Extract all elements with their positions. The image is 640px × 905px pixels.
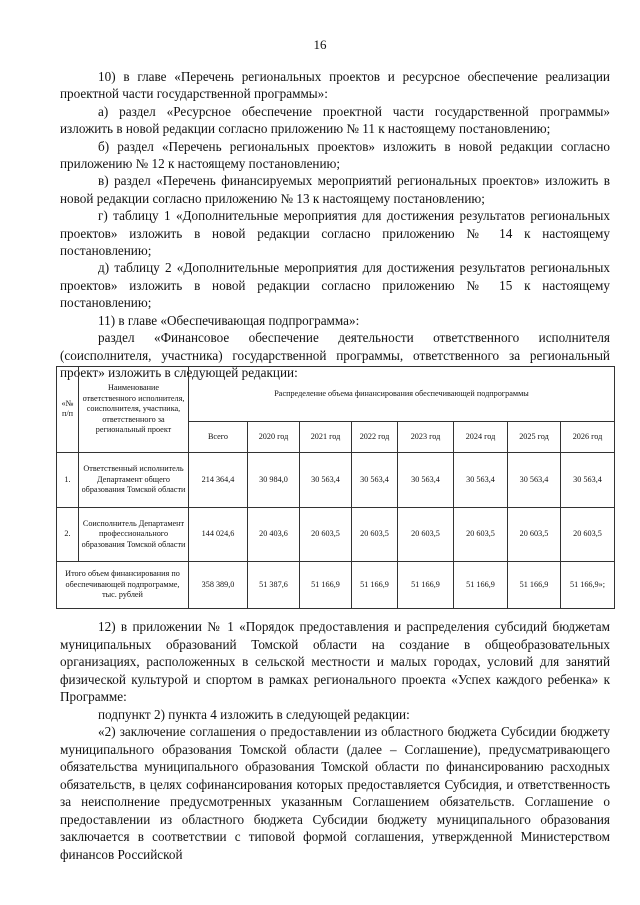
paragraph-10g: г) таблицу 1 «Дополнительные мероприятия для достижения результатов региональных проектов» изложить в новой редакции согласно приложению № 14 к настоящему постановлению;	[60, 208, 610, 259]
table-total-row	[57, 561, 615, 608]
cell-value: 20 603,5	[300, 507, 352, 561]
cell-value: 30 563,4	[300, 452, 352, 507]
cell-value: 20 603,5	[561, 507, 615, 561]
header-year: 2026 год	[561, 422, 615, 453]
cell-value: 358 389,0	[189, 561, 248, 608]
cell-value: 51 166,9	[352, 561, 398, 608]
paragraph-11-section: раздел «Финансовое обеспечение деятельности ответственного исполнителя (соисполнителя, участника) государственной программы, ответственного за региональный проект» изложить в следующей редакции:	[60, 330, 610, 380]
row-name: Ответственный исполнитель Департамент общего образования Томской области	[79, 452, 189, 507]
cell-value: 20 603,5	[352, 507, 398, 561]
cell-value: 51 387,6	[248, 561, 300, 608]
cell-value: 30 563,4	[352, 452, 398, 507]
paragraph-10v: в) раздел «Перечень финансируемых мероприятий региональных проектов» изложить в новой редакции согласно приложению № 13 к настоящему постановлению;	[60, 173, 610, 206]
cell-value: 30 984,0	[248, 452, 300, 507]
cell-value: 20 603,5	[454, 507, 508, 561]
cell-value: 51 166,9	[454, 561, 508, 608]
cell-value: 51 166,9	[398, 561, 454, 608]
bottom-text	[60, 618, 610, 863]
cell-value: 20 403,6	[248, 507, 300, 561]
row-number: 2.	[57, 507, 79, 561]
header-year: 2025 год	[508, 422, 561, 453]
cell-value: 30 563,4	[508, 452, 561, 507]
total-label: Итого объем финансирования по обеспечивающей подпрограмме, тыс. рублей	[57, 561, 189, 608]
row-number: 1.	[57, 452, 79, 507]
cell-value: 144 024,6	[189, 507, 248, 561]
page-number: 16	[313, 37, 327, 52]
cell-value: 51 166,9»;	[561, 561, 615, 608]
table-row	[57, 507, 615, 561]
cell-value: 20 603,5	[508, 507, 561, 561]
paragraph-12-sub: подпункт 2) пункта 4 изложить в следующей редакции:	[98, 706, 410, 722]
cell-value: 51 166,9	[508, 561, 561, 608]
header-distribution: Распределение объема финансирования обеспечивающей подпрограммы	[189, 367, 615, 422]
paragraph-10d: д) таблицу 2 «Дополнительные мероприятия для достижения результатов региональных проектов» изложить в новой редакции согласно приложению № 15 к настоящему постановлению;	[60, 260, 610, 311]
paragraph-11: 11) в главе «Обеспечивающая подпрограмма»:	[98, 312, 360, 328]
header-number: «№ п/п	[57, 367, 79, 453]
paragraph-10a: а) раздел «Ресурсное обеспечение проектной части государственной программы» изложить в новой редакции согласно приложению № 11 к настоящему постановлению;	[60, 103, 610, 137]
header-year: 2024 год	[454, 422, 508, 453]
cell-value: 214 364,4	[189, 452, 248, 507]
header-name: Наименование ответственного исполнителя, соисполнителя, участника, ответственного за региональный проект	[79, 367, 189, 453]
cell-value: 20 603,5	[398, 507, 454, 561]
cell-value: 30 563,4	[454, 452, 508, 507]
paragraph-10: 10) в главе «Перечень региональных проектов и ресурсное обеспечение реализации проектной части государственной программы»:	[60, 69, 610, 102]
cell-value: 51 166,9	[300, 561, 352, 608]
header-year: 2020 год	[248, 422, 300, 453]
table-row	[57, 452, 615, 507]
row-name: Соисполнитель Департамент профессионального образования Томской области	[79, 507, 189, 561]
cell-value: 30 563,4	[561, 452, 615, 507]
header-year: 2022 год	[352, 422, 398, 453]
paragraph-12-quote: «2) заключение соглашения о предоставлении из областного бюджета Субсидии бюджету муниципального образования Томской области (далее – Соглашение), предусматривающего обязательства муниципального образования Томской области по финансированию расходных обязательств, в целях софинансирования которых предоставляется Субсидия, и ответственность за неисполнение предусмотренных указанным Соглашением обязательств. Соглашение о предоставлении из областного бюджета Субсидии бюджету муниципального образования заключается в соответствии с типовой формой соглашения, утвержденной Министерством финансов Российской	[60, 724, 610, 862]
header-year: 2023 год	[398, 422, 454, 453]
header-year: Всего	[189, 422, 248, 453]
header-year: 2021 год	[300, 422, 352, 453]
paragraph-10b: б) раздел «Перечень региональных проектов» изложить в новой редакции согласно приложению № 12 к настоящему постановлению;	[60, 138, 610, 172]
financing-table	[56, 366, 615, 609]
paragraph-12: 12) в приложении № 1 «Порядок предоставления и распределения субсидий бюджетам муниципальных образований Томской области на создание в общеобразовательных организациях, расположенных в сельской местности и малых городах, условий для занятий физической культурой и спортом в рамках регионального проекта «Успех каждого ребенка» к Программе:	[60, 619, 610, 704]
top-text	[60, 68, 610, 381]
cell-value: 30 563,4	[398, 452, 454, 507]
